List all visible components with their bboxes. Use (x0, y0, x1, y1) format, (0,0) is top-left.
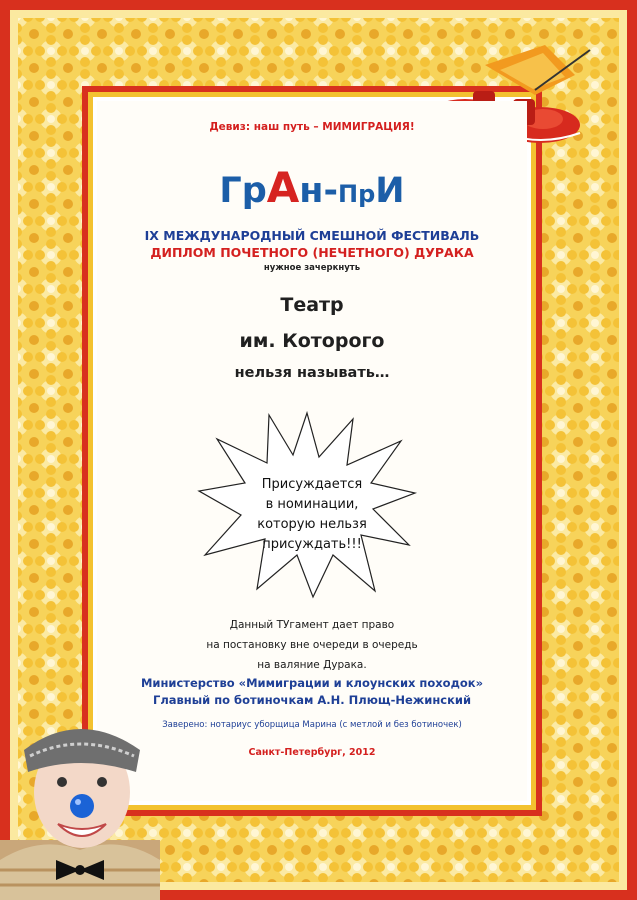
document-line: на постановку вне очереди в очередь (206, 639, 418, 651)
award-line: в номинации, (265, 497, 359, 512)
certificate-content (97, 101, 527, 801)
grand-prix-part: н- (299, 171, 339, 211)
theatre-line-2: им. Которого (239, 330, 385, 352)
document-line: на валяние Дурака. (257, 659, 367, 671)
grand-prix-part: А (266, 163, 300, 212)
grand-prix-part: И (375, 171, 405, 211)
clown-portrait-icon (0, 710, 160, 900)
award-line: Присуждается (261, 477, 363, 492)
ministry-line: Министерство «Мимиграции и клоунских походок» (140, 676, 484, 690)
certified-note: Заверено: нотариус уборщица Марина (с метлой и без ботиночек) (162, 720, 462, 730)
motto: Девиз: наш путь – МИМИГРАЦИЯ! (209, 121, 415, 133)
grand-prix-title (97, 163, 527, 212)
grand-prix-part: Пр (338, 180, 376, 208)
grand-prix-part: Гр (219, 171, 267, 211)
award-line: присуждать!!! (262, 537, 362, 552)
theatre-line-1: Театр (280, 294, 344, 316)
city-year: Санкт-Петербург, 2012 (248, 747, 376, 758)
award-text (227, 475, 397, 555)
festival-line: IX МЕЖДУНАРОДНЫЙ СМЕШНОЙ ФЕСТИВАЛЬ (144, 228, 480, 243)
cross-out-note: нужное зачеркнуть (263, 263, 361, 273)
diploma-line: ДИПЛОМ ПОЧЕТНОГО (НЕЧЕТНОГО) ДУРАКА (150, 245, 474, 260)
document-line: Данный ТУгамент дает право (229, 619, 395, 631)
ministry-line: Главный по ботиночкам А.Н. Плющ-Нежинский (153, 693, 471, 707)
award-line: которую нельзя (257, 517, 367, 532)
document-text (97, 615, 527, 675)
theatre-line-3: нельзя называть… (234, 365, 390, 381)
ministry-signature (97, 675, 527, 709)
